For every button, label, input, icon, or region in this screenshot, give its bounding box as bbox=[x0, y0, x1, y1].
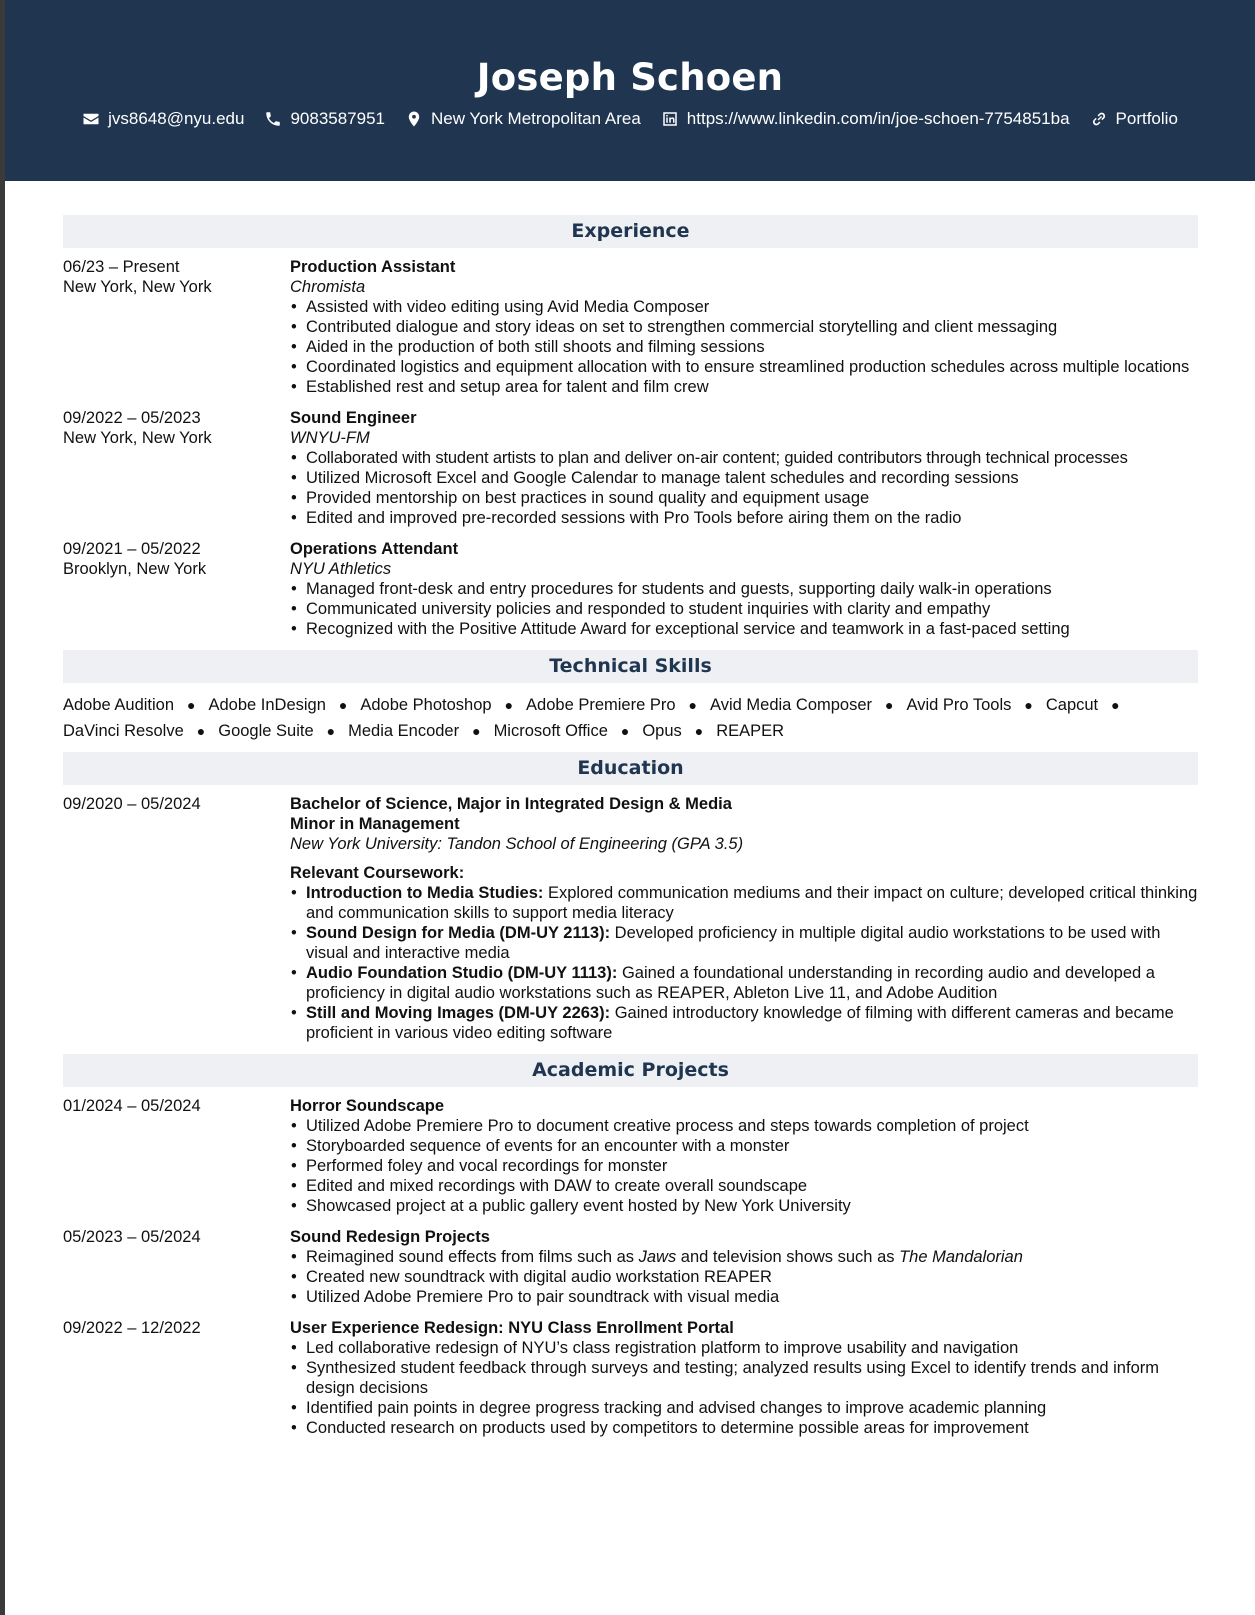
degree: Bachelor of Science, Major in Integrated Design & Media bbox=[290, 795, 732, 813]
experience-entry bbox=[63, 408, 1198, 528]
entry-date: 09/2022 – 05/2023 bbox=[63, 409, 201, 427]
bullet-item: • Created new soundtrack with digital audio workstation REAPER bbox=[290, 1267, 1198, 1287]
course-item: • Still and Moving Images (DM-UY 2263): Gained introductory knowledge of filming with different cameras and became proficient in various video editing software bbox=[290, 1003, 1198, 1043]
bullet-item: • Synthesized student feedback through surveys and testing; analyzed results using Excel to identify trends and inform design decisions bbox=[290, 1358, 1198, 1398]
bullet-item: • Provided mentorship on best practices in sound quality and equipment usage bbox=[290, 488, 1198, 508]
phone-text[interactable]: 9083587951 bbox=[290, 109, 385, 128]
contact-email[interactable] bbox=[82, 109, 244, 129]
entry-location: Brooklyn, New York bbox=[63, 560, 207, 578]
skill-item: Avid Pro Tools ● bbox=[906, 696, 1033, 714]
entry-date: 01/2024 – 05/2024 bbox=[63, 1097, 201, 1115]
bullet-item: • Utilized Adobe Premiere Pro to document creative process and steps towards completion of project bbox=[290, 1116, 1198, 1136]
experience-entry bbox=[63, 257, 1198, 397]
entry-date: 09/2022 – 12/2022 bbox=[63, 1319, 201, 1337]
project-entry bbox=[63, 1096, 1198, 1216]
job-bullets bbox=[290, 297, 1198, 397]
bullet-item: • Managed front-desk and entry procedures for students and guests, supporting daily walk-in operations bbox=[290, 579, 1198, 599]
employer: NYU Athletics bbox=[290, 560, 392, 578]
project-bullets bbox=[290, 1116, 1198, 1216]
skill-item: Capcut ● bbox=[1045, 696, 1120, 714]
portfolio-link[interactable]: Portfolio bbox=[1115, 109, 1178, 128]
phone-icon bbox=[264, 110, 282, 128]
bullet-item: • Communicated university policies and responded to student inquiries with clarity and empathy bbox=[290, 599, 1198, 619]
linkedin-icon bbox=[661, 110, 679, 128]
skill-item: Adobe Photoshop ● bbox=[360, 696, 514, 714]
project-entry bbox=[63, 1227, 1198, 1307]
skill-item: Google Suite ● bbox=[218, 722, 336, 740]
job-title: Sound Engineer bbox=[290, 409, 417, 427]
bullet-item: • Led collaborative redesign of NYU’s class registration platform to improve usability and navigation bbox=[290, 1338, 1198, 1358]
skill-item: Microsoft Office ● bbox=[493, 722, 630, 740]
bullet-item: • Conducted research on products used by competitors to determine possible areas for improvement bbox=[290, 1418, 1198, 1438]
linkedin-link[interactable]: https://www.linkedin.com/in/joe-schoen-7754851ba bbox=[686, 109, 1070, 128]
bullet-item: • Utilized Adobe Premiere Pro to pair soundtrack with visual media bbox=[290, 1287, 1198, 1307]
project-title: User Experience Redesign: NYU Class Enrollment Portal bbox=[290, 1319, 734, 1337]
bullet-item: • Storyboarded sequence of events for an encounter with a monster bbox=[290, 1136, 1198, 1156]
bullet-item: • Aided in the production of both still shoots and filming sessions bbox=[290, 337, 1198, 357]
link-icon bbox=[1090, 110, 1108, 128]
entry-location: New York, New York bbox=[63, 278, 212, 296]
education-entry bbox=[63, 794, 1198, 1043]
bullet-item: • Edited and improved pre-recorded sessions with Pro Tools before airing them on the radio bbox=[290, 508, 1198, 528]
entry-date: 09/2021 – 05/2022 bbox=[63, 540, 201, 558]
skills-list bbox=[63, 692, 1198, 744]
entry-location: New York, New York bbox=[63, 429, 212, 447]
skill-item: Opus ● bbox=[642, 722, 704, 740]
candidate-name: Joseph Schoen bbox=[476, 56, 784, 99]
skill-item: Media Encoder ● bbox=[348, 722, 481, 740]
bullet-item: • Identified pain points in degree progress tracking and advised changes to improve academic planning bbox=[290, 1398, 1198, 1418]
job-title: Production Assistant bbox=[290, 258, 456, 276]
contact-portfolio[interactable] bbox=[1090, 109, 1178, 129]
bullet-item: • Showcased project at a public gallery event hosted by New York University bbox=[290, 1196, 1198, 1216]
project-bullets bbox=[290, 1338, 1198, 1438]
bullet-item: • Performed foley and vocal recordings for monster bbox=[290, 1156, 1198, 1176]
school: New York University: Tandon School of Engineering (GPA 3.5) bbox=[290, 835, 744, 853]
bullet-item: • Contributed dialogue and story ideas on set to strengthen commercial storytelling and client messaging bbox=[290, 317, 1198, 337]
skill-item: Adobe Audition ● bbox=[63, 696, 196, 714]
contact-location bbox=[405, 109, 641, 129]
minor: Minor in Management bbox=[290, 815, 460, 833]
job-bullets bbox=[290, 579, 1198, 639]
project-title: Horror Soundscape bbox=[290, 1097, 445, 1115]
skill-item: Adobe Premiere Pro ● bbox=[526, 696, 698, 714]
project-entry bbox=[63, 1318, 1198, 1438]
job-bullets bbox=[290, 448, 1198, 528]
bullet-item: • Established rest and setup area for talent and film crew bbox=[290, 377, 1198, 397]
employer: Chromista bbox=[290, 278, 366, 296]
skill-item: REAPER bbox=[716, 722, 785, 740]
course-item: • Introduction to Media Studies: Explored communication mediums and their impact on culture; developed critical thinking and communication skills to support media literacy bbox=[290, 883, 1198, 923]
projects-heading: Academic Projects bbox=[63, 1054, 1198, 1087]
project-title: Sound Redesign Projects bbox=[290, 1228, 490, 1246]
location-text: New York Metropolitan Area bbox=[431, 109, 641, 128]
coursework-label: Relevant Coursework: bbox=[290, 864, 465, 882]
bullet-item: • Edited and mixed recordings with DAW to create overall soundscape bbox=[290, 1176, 1198, 1196]
bullet-item: • Collaborated with student artists to plan and deliver on-air content; guided contributors through technical processes bbox=[290, 448, 1198, 468]
resume-header bbox=[5, 0, 1255, 181]
skill-item: Adobe InDesign ● bbox=[208, 696, 348, 714]
job-title: Operations Attendant bbox=[290, 540, 459, 558]
envelope-icon bbox=[82, 110, 100, 128]
resume-content bbox=[63, 215, 1198, 1449]
bullet-item: • Recognized with the Positive Attitude Award for exceptional service and teamwork in a fast-paced setting bbox=[290, 619, 1198, 639]
course-item: • Sound Design for Media (DM-UY 2113): Developed proficiency in multiple digital audio workstations to be used with visual and interactive media bbox=[290, 923, 1198, 963]
bullet-item: • Utilized Microsoft Excel and Google Calendar to manage talent schedules and recording sessions bbox=[290, 468, 1198, 488]
project-bullets bbox=[290, 1247, 1198, 1307]
skills-heading: Technical Skills bbox=[63, 650, 1198, 683]
employer: WNYU-FM bbox=[290, 429, 370, 447]
experience-heading: Experience bbox=[63, 215, 1198, 248]
email-text[interactable]: jvs8648@nyu.edu bbox=[108, 109, 245, 128]
experience-entry bbox=[63, 539, 1198, 639]
entry-date: 05/2023 – 05/2024 bbox=[63, 1228, 201, 1246]
education-heading: Education bbox=[63, 752, 1198, 785]
coursework-list bbox=[290, 883, 1198, 1043]
course-item: • Audio Foundation Studio (DM-UY 1113): Gained a foundational understanding in recording audio and developed a proficiency in digital audio workstations such as REAPER, Ableton Live 11, and Adobe Audition bbox=[290, 963, 1198, 1003]
contact-linkedin[interactable] bbox=[661, 109, 1070, 129]
skill-item: Avid Media Composer ● bbox=[710, 696, 894, 714]
contact-bar bbox=[5, 109, 1255, 129]
entry-date: 09/2020 – 05/2024 bbox=[63, 795, 201, 813]
resume-page bbox=[5, 0, 1255, 1615]
bullet-item: • Assisted with video editing using Avid Media Composer bbox=[290, 297, 1198, 317]
location-pin-icon bbox=[405, 110, 423, 128]
skill-item: DaVinci Resolve ● bbox=[63, 722, 206, 740]
bullet-item: • Coordinated logistics and equipment allocation with to ensure streamlined production schedules across multiple locations bbox=[290, 357, 1198, 377]
entry-date: 06/23 – Present bbox=[63, 258, 180, 276]
bullet-item: • Reimagined sound effects from films such as Jaws and television shows such as The Mandalorian bbox=[290, 1247, 1198, 1267]
contact-phone[interactable] bbox=[264, 109, 385, 129]
